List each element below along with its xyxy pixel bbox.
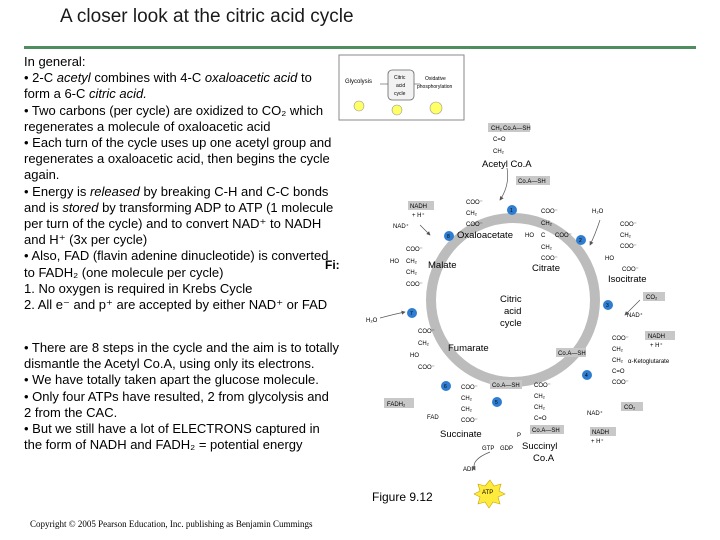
note-line: 2. All e⁻ and p⁺ are accepted by either NAD⁺ or FAD (24, 297, 328, 313)
malate-group (366, 201, 457, 324)
structure-label: COO⁻ (461, 418, 478, 424)
glycolysis-label: Glycolysis (345, 79, 373, 85)
structure-label: CH₂ (493, 149, 504, 155)
succinyl-label: Co.A (533, 453, 555, 464)
note-text: • 2-C (24, 70, 57, 86)
structure-label: HO (525, 233, 534, 239)
structure-label: COO⁻ (622, 267, 639, 273)
citrate-label: Citrate (532, 263, 560, 274)
atp-burst-icon (430, 102, 442, 114)
acetyl-coa-group (482, 123, 550, 185)
hplus-label: + H⁺ (591, 439, 604, 445)
overview-inset (339, 55, 464, 120)
note-line: dismantle the Acetyl Co.A, using only its electrons. (24, 356, 315, 372)
note-line: regenerates a oxaloacetic acid, then begins the cycle (24, 151, 330, 167)
nad-label: NAD⁺ (393, 224, 409, 230)
note-text: by breaking C-H and C-C bonds (139, 183, 329, 199)
note-line: In general: (24, 54, 86, 69)
structure-label: HO (410, 353, 419, 359)
structure-label: COO⁻ (541, 256, 558, 262)
oxphos-label: Oxidative (425, 76, 446, 82)
structure-label: COO⁻ (418, 365, 435, 371)
note-line: and H⁺ (3x per cycle) (24, 232, 148, 248)
step-number: 8 (447, 234, 450, 240)
structure-label: COO⁻ (541, 209, 558, 215)
step-number: 1 (510, 208, 513, 214)
note-text: form a 6-C (24, 86, 90, 102)
fad-label: FAD (427, 415, 439, 421)
structure-label: HO (390, 259, 399, 265)
co2-label: CO₂ (624, 405, 636, 411)
isocitrate-label: Isocitrate (608, 274, 647, 285)
oxaloacetate-label: Oxaloacetate (457, 230, 513, 241)
note-line: • But we still have a lot of ELECTRONS captured in (24, 421, 320, 437)
ketoglutarate-label: α-Ketoglutarate (628, 359, 670, 365)
structure-label: CH₂ (620, 233, 631, 239)
structure-label: C=O (612, 369, 625, 375)
structure-label: COO⁻ (620, 244, 637, 250)
structure-label: CH₂ (612, 347, 623, 353)
structure-label: COO⁻ (534, 383, 551, 389)
note-text: citric acid. (89, 86, 147, 102)
stray-label: Fi: (325, 258, 340, 272)
nad-label: NAD⁺ (627, 313, 643, 319)
atp-burst-icon (392, 105, 402, 115)
note-text: acetyl (56, 70, 91, 86)
note-line: • There are 8 steps in the cycle and the aim is to totally (24, 340, 340, 355)
note-line: again. (24, 167, 60, 183)
note-line: the form of NADH and FADH₂ = potential energy (24, 437, 303, 453)
cycle-ring (431, 218, 595, 382)
atp-label: ATP (482, 490, 494, 496)
center-label: cycle (500, 318, 522, 329)
fadh2-label: FADH₂ (387, 402, 406, 408)
note-text: by transforming ADP to ATP (1 molecule (98, 199, 334, 215)
cac-label: cycle (394, 91, 406, 97)
note-line: regenerates a molecule of oxaloacetic acid (24, 118, 271, 134)
structure-label: COO⁻ (418, 329, 435, 335)
structure-label: COO⁻ (461, 385, 478, 391)
step-number: 4 (585, 373, 588, 379)
structure-label: COO⁻ (612, 336, 629, 342)
note-line: 1. No oxygen is required in Krebs Cycle (24, 280, 253, 296)
step-number: 7 (410, 311, 413, 317)
structure-label: COO⁻ (406, 282, 423, 288)
copyright-notice: Copyright © 2005 Pearson Education, Inc. publishing as Benjamin Cummings (30, 519, 313, 529)
cac-label: acid (396, 83, 406, 89)
structure-label: CH₂ (612, 358, 623, 364)
structure-label: COO⁻ (406, 247, 423, 253)
water-label: H₂O (366, 318, 378, 324)
co2-label: CO₂ (646, 295, 658, 301)
water-label: H₂O (592, 209, 604, 215)
nadh-label: NADH (648, 334, 666, 340)
malate-label: Malate (428, 260, 457, 271)
structure-label: C=O (534, 416, 547, 422)
structure-label: CH₂ (534, 394, 545, 400)
structure-label: COO⁻ (612, 380, 629, 386)
cac-label: Citric (394, 75, 406, 81)
structure-label: COO⁻ (466, 200, 483, 206)
note-text: stored (62, 199, 99, 215)
structure-label: Co.A—SH (503, 126, 531, 132)
pi-label: P (517, 433, 522, 439)
acetyl-coa-label: Acetyl Co.A (482, 159, 532, 170)
structure-label: CH₂ (534, 405, 545, 411)
note-line: • Also, FAD (flavin adenine dinucleotide) is converted (24, 248, 329, 264)
note-text: to (297, 70, 312, 86)
step-number: 3 (606, 303, 609, 309)
structure-label: CH₂ (541, 221, 552, 227)
step-number: 2 (579, 238, 582, 244)
note-text: • Energy is (24, 183, 90, 199)
atp-burst-icon (354, 101, 364, 111)
note-line: • Only four ATPs have resulted, 2 from glycolysis and (24, 388, 329, 404)
coa-sh-label: Co.A—SH (492, 383, 520, 389)
nadh-label: NADH (410, 204, 428, 210)
structure-label: HO (605, 256, 614, 262)
step-number: 5 (495, 400, 498, 406)
gtp-label: GTP (482, 446, 495, 452)
note-line: • We have totally taken apart the glucose molecule. (24, 372, 319, 388)
structure-label: Co.A—SH (532, 428, 560, 434)
structure-label: CH₂ (466, 211, 477, 217)
note-text: released (89, 183, 140, 199)
nadh-label: NADH (592, 430, 610, 436)
gdp-label: GDP (500, 446, 514, 452)
structure-label: C=O (493, 137, 506, 143)
structure-label: CH₂ (491, 126, 502, 132)
note-line: to FADH₂ (one molecule per cycle) (24, 264, 224, 280)
isocitrate-group (603, 222, 665, 319)
structure-label: CH₂ (406, 270, 417, 276)
coa-sh-label: Co.A—SH (558, 351, 586, 357)
note-text: and is (24, 199, 63, 215)
step-number: 6 (444, 384, 447, 390)
ketoglutarate-group (556, 331, 675, 445)
structure-label: COO⁻ (620, 222, 637, 228)
structure-label: CH₂ (541, 245, 552, 251)
note-text: combines with 4-C (90, 70, 205, 86)
structure-label: CH₂ (461, 396, 472, 402)
structure-label: C (541, 233, 546, 239)
center-label: acid (504, 306, 522, 317)
note-text: oxaloacetic acid (204, 70, 298, 86)
succinate-label: Succinate (440, 429, 482, 440)
note-line: 2 from the CAC. (24, 404, 118, 420)
note-line: • Two carbons (per cycle) are oxidized to CO₂ which (24, 102, 324, 118)
fumarate-label: Fumarate (448, 343, 489, 354)
hplus-label: + H⁺ (412, 213, 425, 219)
nad-label: NAD⁺ (587, 411, 603, 417)
note-line: per turn of the cycle) and to convert NAD⁺ to NADH (24, 216, 322, 232)
structure-label: COO⁻ (555, 233, 572, 239)
hplus-label: + H⁺ (650, 343, 663, 349)
note-line: • Each turn of the cycle uses up one acetyl group and (24, 135, 332, 151)
structure-label: CH₂ (418, 341, 429, 347)
structure-label: CH₂ (461, 407, 472, 413)
slide-title: A closer look at the citric acid cycle (60, 6, 354, 27)
center-label: Citric (500, 294, 522, 305)
coa-sh-label: Co.A—SH (518, 179, 546, 185)
structure-label: COO⁻ (466, 222, 483, 228)
succinate-group (440, 380, 522, 508)
adp-label: ADP (463, 467, 476, 473)
structure-label: CH₂ (406, 259, 417, 265)
figure-caption: Figure 9.12 (372, 490, 433, 504)
succinyl-label: Succinyl (522, 441, 558, 452)
oxphos-label: phosphorylation (417, 84, 453, 90)
